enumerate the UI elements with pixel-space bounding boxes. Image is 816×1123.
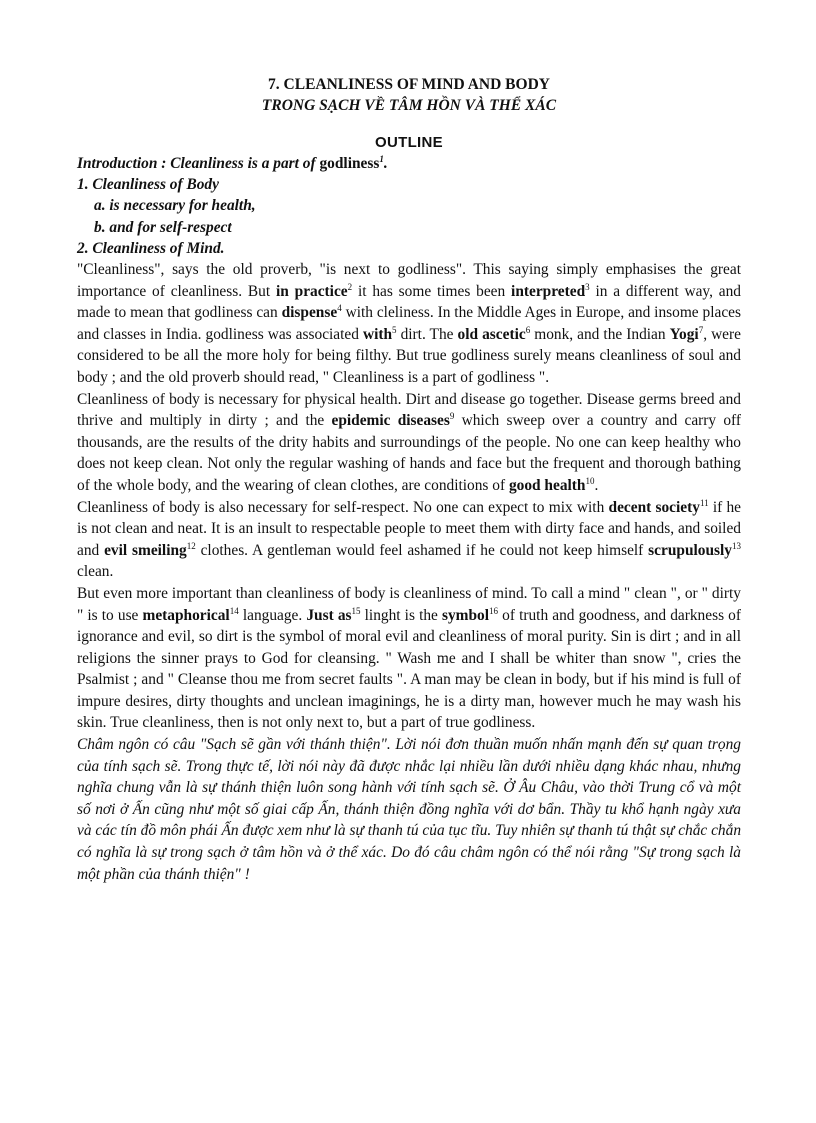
essay-paragraph xyxy=(77,583,741,734)
paragraph-text: Cleanliness of body is necessary for physical health. Dirt and disease go together. Disease germs breed and thrive and multiply in dirty ; and the xyxy=(77,390,741,430)
footnote-ref: 12 xyxy=(186,540,196,551)
glossary-term: Yogi xyxy=(669,325,699,343)
intro-end: . xyxy=(383,155,388,172)
outline-introduction xyxy=(77,153,741,174)
paragraph-text: "Cleanliness", says the old proverb, "is next to godliness". This saying simply emphasises the great importance of cleanliness. But xyxy=(77,261,741,300)
paragraph-text: monk, and the Indian xyxy=(530,325,670,343)
page-title: 7. CLEANLINESS OF MIND AND BODY xyxy=(268,76,550,93)
intro-prefix: Introduction : Cleanliness is a part of xyxy=(77,155,316,172)
paragraph-text: dirt. The xyxy=(396,325,458,343)
glossary-term: decent society xyxy=(608,498,700,516)
paragraph-text: , were considered to be all the more holy for being filthy. But true godliness surely means cleanliness of soul and body ; and the old proverb should read, " Cleanliness is a part of godliness ". xyxy=(77,325,741,386)
essay-paragraph xyxy=(77,497,741,583)
vietnamese-translation: Châm ngôn có câu "Sạch sẽ gần với thánh thiện". Lời nói đơn thuần muốn nhấn mạnh đến sự quan trọng của tính sạch sẽ. Trong thực tế, lời nói này đã được nhắc lại nhiều lần dưới nhiều dạng khác nhau, nhưng nghĩa chung vẫn là sự thánh thiện luôn song hành với tính sạch sẽ. Ở Âu Châu, vào thời Trung cổ và một số nơi ở Ấn cũng như một số giai cấp Ấn, thánh thiện đồng nghĩa với dơ bẩn. Thầy tu khổ hạnh ngày xưa và các tín đồ môn phái Ấn được xem như là sự thanh tú của tục tĩu. Tuy nhiên sự thanh tú thật sự chắc chắn có nghĩa là sự trong sạch ở tâm hồn và ở thể xác. Do đó câu châm ngôn có thể nói rằng "Sự trong sạch là một phần của thánh thiện" ! xyxy=(77,736,742,883)
glossary-term: evil smeiling xyxy=(104,541,187,559)
glossary-term: old ascetic xyxy=(457,325,526,343)
paragraph-text: of truth and goodness, and darkness of ignorance and evil, so dirt is the symbol of moral evil and cleanliness of moral purity. Sin is dirt ; and in all religions the sinner prays to God for cleansing. " Wash me and I shall be whiter than snow ", cries the Psalmist ; and " Cleanse thou me from secret faults ". A man may be clean in body, but if his mind is full of impure desires, dirty thoughts and unclean imaginings, he is a dirty man, however much he may wash his skin. True cleanliness, then is not only next to, but a part of true godliness. xyxy=(77,606,741,732)
paragraph-text: clothes. A gentleman would feel ashamed if he could not keep himself xyxy=(195,541,649,559)
glossary-term: with xyxy=(362,325,393,343)
footnote-ref: 11 xyxy=(699,497,709,508)
footnote-ref: 2 xyxy=(347,281,353,292)
footnote-ref: 5 xyxy=(392,324,397,335)
glossary-term: in practice xyxy=(275,282,348,300)
paragraph-text: Cleanliness of body is also necessary for self-respect. No one can expect to mix with xyxy=(77,498,609,516)
glossary-term: good health xyxy=(508,476,586,494)
paragraph-text: But even more important than cleanliness of body is cleanliness of mind. To call a mind " clean ", or " dirty " is to use xyxy=(77,584,741,624)
footnote-ref: 3 xyxy=(585,281,590,292)
paragraph-text: . xyxy=(594,476,599,494)
essay-paragraph xyxy=(77,389,741,497)
outline-subitem: b. and for self-respect xyxy=(94,218,232,236)
footnote-ref: 4 xyxy=(337,303,342,314)
glossary-term: scrupulously xyxy=(648,541,732,559)
footnote-ref: 7 xyxy=(698,324,704,335)
document-page xyxy=(77,74,741,885)
footnote-ref: 16 xyxy=(489,605,499,616)
paragraph-text: it has some times been xyxy=(352,282,512,300)
footnote-ref: 6 xyxy=(525,324,531,335)
footnote-ref: 15 xyxy=(351,605,361,616)
footnote-ref: 9 xyxy=(449,411,455,422)
outline-subitem: a. is necessary for health, xyxy=(94,197,256,215)
outline-item: 1. Cleanliness of Body xyxy=(77,176,219,194)
paragraph-text: with cleliness. In the Middle Ages in Europe, and insome places and classes in India. godliness was associated xyxy=(77,304,741,343)
glossary-term: epidemic diseases xyxy=(331,412,450,430)
essay-body xyxy=(77,259,741,734)
footnote-ref: 13 xyxy=(732,540,741,551)
glossary-term: symbol xyxy=(441,606,490,624)
intro-keyword: godliness xyxy=(319,155,380,172)
paragraph-text: language. xyxy=(238,606,307,624)
paragraph-text: linght is the xyxy=(360,606,442,624)
paragraph-text: which sweep over a country and carry off thousands, are the results of the drity habits and surroundings of the people. No one can keep healthy who does not keep clean. Not only the regular washing of hands and face but the frequent and thorough bathing of the whole body, and the wearing of clean clothes, are conditions of xyxy=(77,412,741,494)
glossary-term: metaphorical xyxy=(142,606,230,624)
page-subtitle: TRONG SẠCH VỀ TÂM HỒN VÀ THỂ XÁC xyxy=(261,97,557,114)
footnote-ref: 14 xyxy=(229,605,239,616)
paragraph-text: if he is not clean and neat. It is an insult to respectable people to meet them with dirty face and hands, and soiled and xyxy=(77,498,742,559)
paragraph-text: clean. xyxy=(77,563,114,581)
paragraph-text: in a different way, and made to mean that godliness can xyxy=(77,282,741,322)
glossary-term: Just as xyxy=(306,606,352,624)
footnote-ref: 10 xyxy=(585,475,595,486)
outline-heading: OUTLINE xyxy=(375,134,443,151)
footnote-ref: 1 xyxy=(379,153,384,164)
glossary-term: dispense xyxy=(281,304,338,322)
outline-item: 2. Cleanliness of Mind. xyxy=(77,239,225,257)
glossary-term: interpreted xyxy=(511,282,586,300)
essay-paragraph xyxy=(77,259,741,389)
